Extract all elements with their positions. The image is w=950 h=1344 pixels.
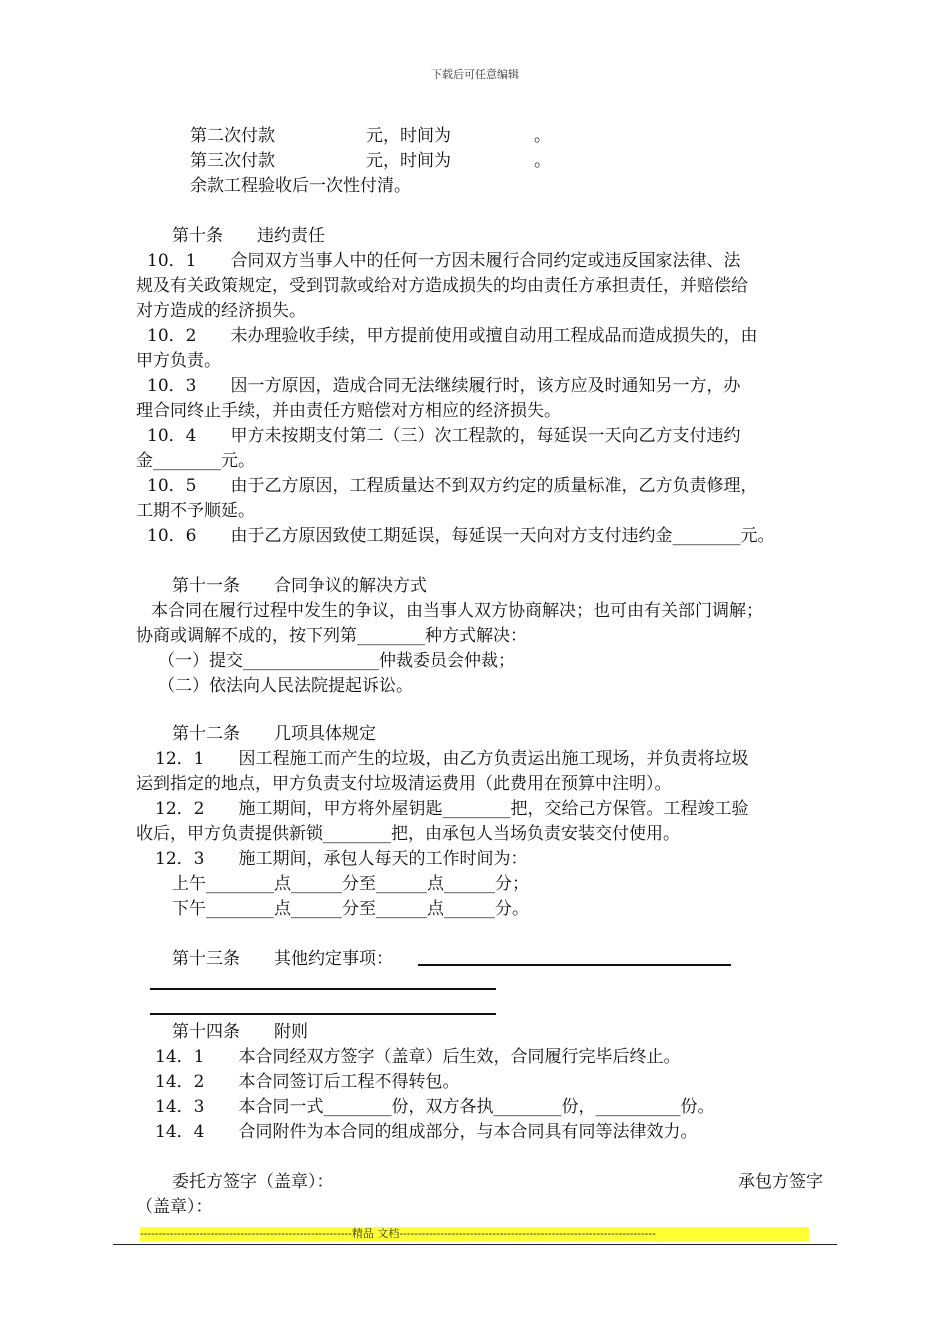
article-11-option-1: （一）提交________________仲裁委员会仲裁；	[158, 651, 515, 671]
clause-12-1-line2: 运到指定的地点，甲方负责支付垃圾清运费用（此费用在预算中注明）。	[136, 774, 672, 794]
clause-12-1-line1: 12．1 因工程施工而产生的垃圾，由乙方负责运出施工现场，并负责将垃圾	[155, 749, 749, 769]
clause-12-2-line1: 12．2 施工期间，甲方将外屋钥匙________把，交给己方保管。工程竣工验	[155, 799, 749, 819]
clause-10-2-line1: 10．2 未办理验收手续，甲方提前使用或擅自动用工程成品而造成损失的，由	[147, 326, 758, 346]
clause-14-3: 14．3 本合同一式________份，双方各执________份，__________份。	[155, 1097, 715, 1117]
other-terms-blank-1	[418, 964, 731, 966]
clause-10-3-line2: 理合同终止手续，并由责任方赔偿对方相应的经济损失。	[136, 401, 561, 421]
second-payment-end: 。	[534, 126, 551, 146]
clause-12-2-line2: 收后，甲方负责提供新锁________把，由承包人当场负责安装交付使用。	[136, 824, 680, 844]
second-payment-label: 第二次付款	[190, 126, 275, 146]
article-11-title: 第十一条 合同争议的解决方式	[172, 576, 427, 596]
article-10-title: 第十条 违约责任	[172, 226, 325, 246]
clause-10-6: 10．6 由于乙方原因致使工期延误，每延误一天向对方支付违约金________元。	[147, 526, 775, 546]
clause-10-1-line3: 对方造成的经济损失。	[136, 301, 306, 321]
clause-10-3-line1: 10．3 因一方原因，造成合同无法继续履行时，该方应及时通知另一方，办	[147, 376, 741, 396]
page-header: 下载后可任意编辑	[431, 68, 519, 81]
article-13-title: 第十三条 其他约定事项：	[172, 949, 393, 969]
article-11-para-line2: 协商或调解不成的，按下列第________种方式解决：	[136, 626, 527, 646]
article-11-option-2: （二）依法向人民法院提起诉讼。	[158, 676, 413, 696]
clause-14-2: 14．2 本合同签订后工程不得转包。	[155, 1072, 460, 1092]
clause-12-3: 12．3 施工期间，承包人每天的工作时间为：	[155, 849, 528, 869]
footer-banner: ---------------------------------------------------------精品 文档---------------------------------------------------------------------	[140, 1227, 809, 1241]
other-terms-blank-3	[150, 1013, 496, 1015]
third-payment-label: 第三次付款	[190, 151, 275, 171]
clause-10-2-line2: 甲方负责。	[136, 351, 221, 371]
clause-10-4-line2: 金________元。	[136, 451, 255, 471]
clause-10-1-line2: 规及有关政策规定，受到罚款或给对方造成损失的均由责任方承担责任，并赔偿给	[136, 276, 748, 296]
third-payment-unit: 元，时间为	[366, 151, 451, 171]
contractor-seal-label: （盖章）：	[136, 1197, 213, 1217]
balance-payment: 余款工程验收后一次性付清。	[190, 176, 411, 196]
client-signature-label: 委托方签字（盖章）：	[172, 1172, 334, 1192]
third-payment-end: 。	[534, 151, 551, 171]
clause-10-4-line1: 10．4 甲方未按期支付第二（三）次工程款的，每延误一天向乙方支付违约	[147, 426, 741, 446]
other-terms-blank-2	[150, 988, 496, 990]
clause-14-4: 14．4 合同附件为本合同的组成部分，与本合同具有同等法律效力。	[155, 1122, 698, 1142]
clause-10-1-line1: 10．1 合同双方当事人中的任何一方因未履行合同约定或违反国家法律、法	[147, 251, 741, 271]
second-payment-unit: 元，时间为	[366, 126, 451, 146]
working-hours-am: 上午________点______分至______点______分；	[172, 874, 529, 894]
working-hours-pm: 下午________点______分至______点______分。	[172, 899, 529, 919]
contractor-signature-label: 承包方签字	[738, 1172, 823, 1192]
article-14-title: 第十四条 附则	[172, 1022, 308, 1042]
clause-10-5-line2: 工期不予顺延。	[136, 501, 255, 521]
article-12-title: 第十二条 几项具体规定	[172, 724, 376, 744]
footer-rule	[113, 1244, 837, 1245]
clause-10-5-line1: 10．5 由于乙方原因，工程质量达不到双方约定的质量标准，乙方负责修理，	[147, 476, 758, 496]
clause-14-1: 14．1 本合同经双方签字（盖章）后生效，合同履行完毕后终止。	[155, 1047, 681, 1067]
article-11-para-line1: 本合同在履行过程中发生的争议，由当事人双方协商解决；也可由有关部门调解；	[151, 601, 763, 621]
